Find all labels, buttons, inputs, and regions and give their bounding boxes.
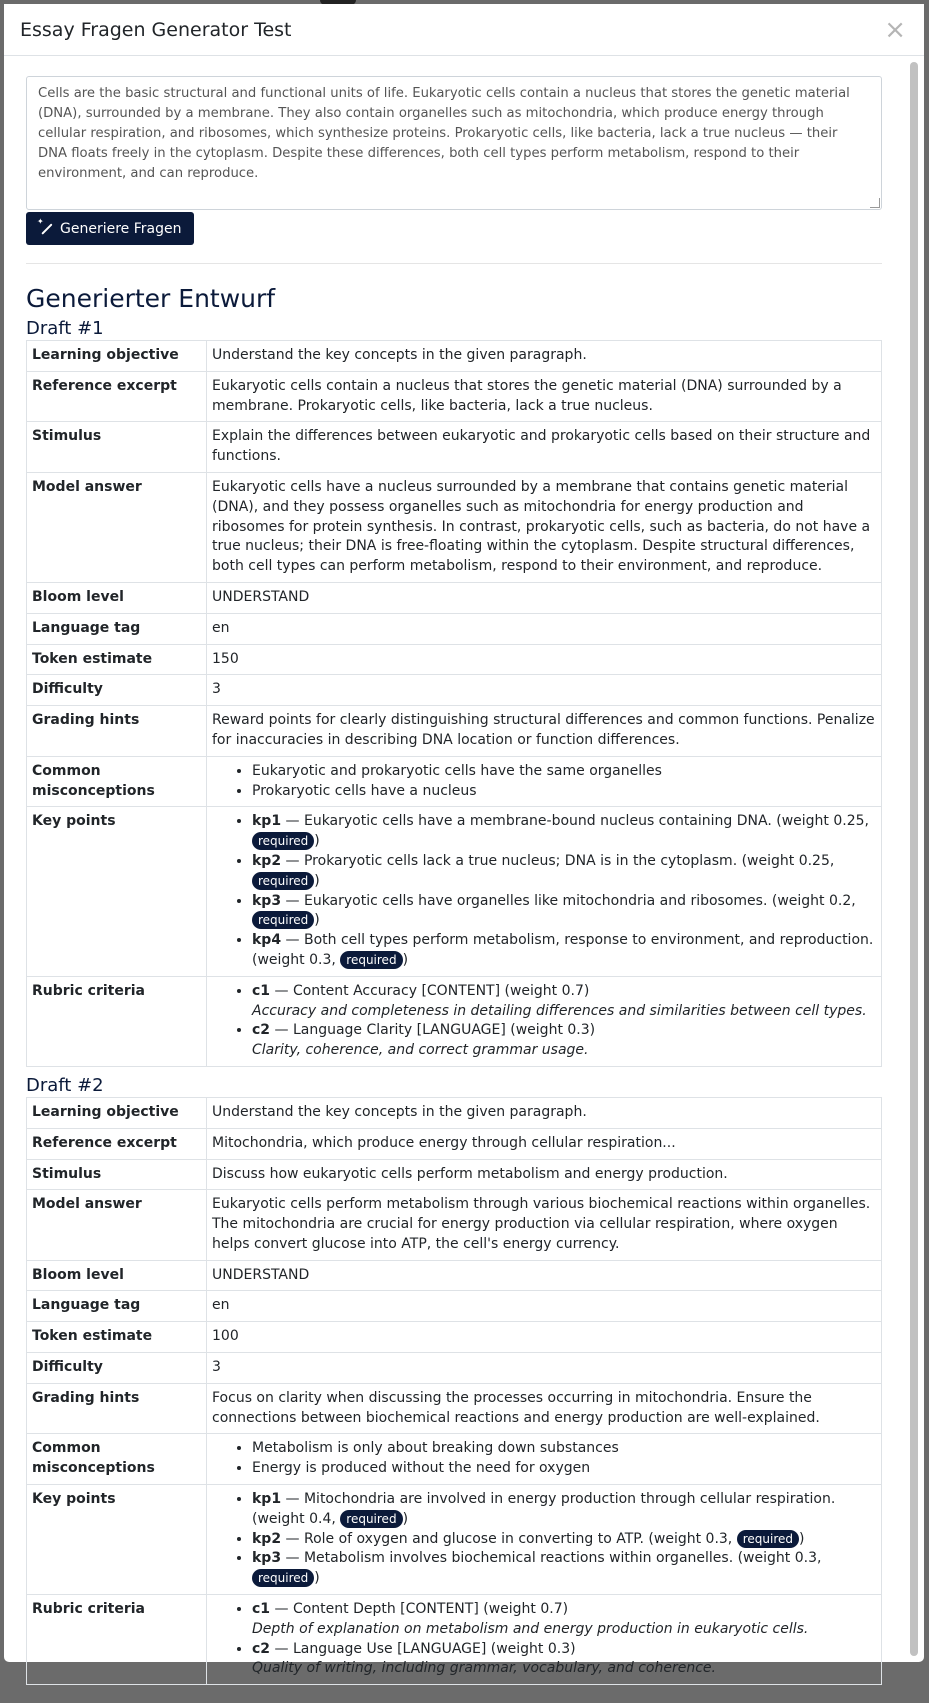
field-value bbox=[207, 976, 882, 1066]
table-row bbox=[27, 582, 882, 613]
field-label: Common misconceptions bbox=[27, 1434, 207, 1485]
list-item: • Energy is produced without the need for oxygen bbox=[252, 1459, 876, 1479]
misconceptions-list bbox=[212, 762, 876, 802]
field-label: Token estimate bbox=[27, 644, 207, 675]
modal-body bbox=[4, 56, 924, 1703]
field-value: UNDERSTAND bbox=[207, 582, 882, 613]
key-point-text: — Metabolism involves biochemical reactions within organelles. (weight 0.3, bbox=[281, 1550, 822, 1567]
table-row bbox=[27, 756, 882, 807]
field-value: Eukaryotic cells have a nucleus surrounded by a membrane that contains genetic material (DNA), and they possess organelles such as mitochondria for energy production and ribosomes for protein synthesis. In contrast, prokaryotic cells, such as bacteria, do not have a true nucleus; their DNA is free-floating within the cytoplasm. Despite structural differences, both cell types can perform metabolism, respond to their environment, and reproduce. bbox=[207, 472, 882, 582]
field-value: Explain the differences between eukaryotic and prokaryotic cells based on their structure and functions. bbox=[207, 422, 882, 473]
rubric-text: — Language Use [LANGUAGE] (weight 0.3) bbox=[270, 1640, 576, 1657]
field-value: en bbox=[207, 613, 882, 644]
key-point-id: kp4 bbox=[252, 932, 282, 949]
field-value: UNDERSTAND bbox=[207, 1260, 882, 1291]
list-item bbox=[252, 852, 876, 892]
field-value bbox=[207, 807, 882, 976]
key-point-id: kp1 bbox=[252, 813, 282, 830]
rubric-id: c1 bbox=[252, 982, 271, 999]
list-item: • Metabolism is only about breaking down substances bbox=[252, 1439, 876, 1459]
rubric-id: c2 bbox=[252, 1022, 271, 1039]
key-point-close: ) bbox=[314, 1570, 320, 1587]
key-point-close: ) bbox=[799, 1530, 805, 1547]
misconceptions-list bbox=[212, 1439, 876, 1479]
key-point-text: — Both cell types perform metabolism, response to environment, and reproduction. (weight 0.3, bbox=[252, 932, 874, 968]
key-point-text: — Eukaryotic cells have organelles like mitochondria and ribosomes. (weight 0.2, bbox=[281, 892, 856, 909]
resize-handle-icon[interactable] bbox=[870, 198, 880, 208]
field-label: Grading hints bbox=[27, 1383, 207, 1434]
key-point-text: — Prokaryotic cells lack a true nucleus; DNA is in the cytoplasm. (weight 0.25, bbox=[281, 852, 835, 869]
field-value: Eukaryotic cells perform metabolism through various biochemical reactions within organelles. The mitochondria are crucial for energy production via cellular respiration, where oxygen helps convert glucose into ATP, the cell's energy currency. bbox=[207, 1190, 882, 1260]
rubric-description: Quality of writing, including grammar, vocabulary, and coherence. bbox=[252, 1660, 716, 1677]
field-value: Reward points for clearly distinguishing structural differences and common functions. Penalize for inaccuracies in describing DNA location or function differences. bbox=[207, 706, 882, 757]
rubric-id: c1 bbox=[252, 1601, 271, 1618]
scrollbar-thumb[interactable] bbox=[910, 62, 918, 1656]
table-row bbox=[27, 341, 882, 372]
field-label: Token estimate bbox=[27, 1322, 207, 1353]
table-row bbox=[27, 1322, 882, 1353]
key-point-text: — Eukaryotic cells have a membrane-bound nucleus containing DNA. (weight 0.25, bbox=[281, 813, 869, 830]
table-row bbox=[27, 706, 882, 757]
table-row bbox=[27, 1128, 882, 1159]
source-text-input[interactable]: Cells are the basic structural and functional units of life. Eukaryotic cells contain a nucleus that stores the genetic material (DNA), surrounded by a membrane. They also contain organelles such as mitochondria, which produce energy through cellular respiration, and ribosomes, which synthesize proteins. Prokaryotic cells, like bacteria, lack a true nucleus — their DNA floats freely in the cytoplasm. Despite these differences, both cell types perform metabolism, respond to their environment, and can reproduce. bbox=[26, 76, 882, 210]
key-point-close: ) bbox=[314, 872, 320, 889]
list-item bbox=[252, 982, 876, 1022]
rubric-description: Accuracy and completeness in detailing differences and similarities between cell types. bbox=[252, 1002, 867, 1019]
field-value bbox=[207, 1485, 882, 1595]
field-value: Understand the key concepts in the given paragraph. bbox=[207, 341, 882, 372]
required-badge: required bbox=[252, 911, 314, 929]
key-point-text: — Mitochondria are involved in energy production through cellular respiration. (weight 0.4, bbox=[252, 1491, 836, 1527]
field-label: Rubric criteria bbox=[27, 1595, 207, 1685]
table-row bbox=[27, 422, 882, 473]
table-row bbox=[27, 472, 882, 582]
field-label: Stimulus bbox=[27, 422, 207, 473]
field-label: Key points bbox=[27, 807, 207, 976]
key-point-close: ) bbox=[314, 833, 320, 850]
table-row bbox=[27, 1190, 882, 1260]
table-row bbox=[27, 1260, 882, 1291]
rubric-description: Depth of explanation on metabolism and energy production in eukaryotic cells. bbox=[252, 1620, 809, 1637]
essay-generator-modal bbox=[4, 4, 924, 1677]
required-badge: required bbox=[340, 951, 402, 969]
field-label: Bloom level bbox=[27, 1260, 207, 1291]
required-badge: required bbox=[340, 1510, 402, 1528]
field-label: Difficulty bbox=[27, 675, 207, 706]
table-row bbox=[27, 371, 882, 422]
rubric-description: Clarity, coherence, and correct grammar usage. bbox=[252, 1042, 589, 1059]
table-row bbox=[27, 1159, 882, 1190]
list-item bbox=[252, 1490, 876, 1530]
field-label: Learning objective bbox=[27, 1097, 207, 1128]
field-label: Rubric criteria bbox=[27, 976, 207, 1066]
list-item: • Prokaryotic cells have a nucleus bbox=[252, 782, 876, 802]
field-label: Language tag bbox=[27, 613, 207, 644]
list-item bbox=[252, 892, 876, 932]
field-value: Eukaryotic cells contain a nucleus that stores the genetic material (DNA) surrounded by a membrane. Prokaryotic cells, like bacteria, lack a true nucleus. bbox=[207, 371, 882, 422]
field-value: Mitochondria, which produce energy through cellular respiration... bbox=[207, 1128, 882, 1159]
draft-table bbox=[26, 340, 882, 1067]
rubric-text: — Content Accuracy [CONTENT] (weight 0.7) bbox=[270, 982, 590, 999]
key-point-text: — Role of oxygen and glucose in converting to ATP. (weight 0.3, bbox=[281, 1530, 737, 1547]
table-row bbox=[27, 1595, 882, 1685]
required-badge: required bbox=[252, 872, 314, 890]
draft-title: Draft #2 bbox=[26, 1074, 104, 1096]
list-item: • Eukaryotic and prokaryotic cells have the same organelles bbox=[252, 762, 876, 782]
draft-table bbox=[26, 1097, 882, 1685]
table-row bbox=[27, 807, 882, 976]
required-badge: required bbox=[252, 832, 314, 850]
key-point-id: kp3 bbox=[252, 1550, 282, 1567]
scrollbar[interactable] bbox=[908, 60, 920, 1658]
field-label: Stimulus bbox=[27, 1159, 207, 1190]
list-item bbox=[252, 1530, 876, 1550]
list-item bbox=[252, 812, 876, 852]
field-label: Common misconceptions bbox=[27, 756, 207, 807]
list-item bbox=[252, 1549, 876, 1589]
field-value: Understand the key concepts in the given paragraph. bbox=[207, 1097, 882, 1128]
draft-title: Draft #1 bbox=[26, 318, 104, 339]
required-badge: required bbox=[252, 1569, 314, 1587]
field-label: Difficulty bbox=[27, 1353, 207, 1384]
field-label: Model answer bbox=[27, 1190, 207, 1260]
table-row bbox=[27, 613, 882, 644]
key-point-close: ) bbox=[402, 1510, 409, 1527]
key-point-close: ) bbox=[402, 951, 409, 968]
field-value bbox=[207, 1595, 882, 1685]
rubric-text: — Language Clarity [LANGUAGE] (weight 0.3) bbox=[270, 1022, 596, 1039]
key-point-id: kp1 bbox=[252, 1491, 282, 1508]
key-point-close: ) bbox=[314, 912, 320, 929]
field-value bbox=[207, 756, 882, 807]
table-row bbox=[27, 1291, 882, 1322]
key-point-id: kp2 bbox=[252, 852, 282, 869]
table-row bbox=[27, 644, 882, 675]
table-row bbox=[27, 675, 882, 706]
field-value: Discuss how eukaryotic cells perform metabolism and energy production. bbox=[207, 1159, 882, 1190]
key-points-list bbox=[212, 812, 876, 970]
generate-questions-button[interactable] bbox=[26, 212, 194, 245]
field-value bbox=[207, 1434, 882, 1485]
field-label: Language tag bbox=[27, 1291, 207, 1322]
rubric-id: c2 bbox=[252, 1640, 271, 1657]
field-label: Grading hints bbox=[27, 706, 207, 757]
divider bbox=[26, 263, 882, 264]
rubric-list bbox=[212, 1600, 876, 1679]
table-row bbox=[27, 1485, 882, 1595]
field-value: 3 bbox=[207, 675, 882, 706]
key-point-id: kp2 bbox=[252, 1530, 282, 1547]
table-row bbox=[27, 976, 882, 1066]
field-value: 3 bbox=[207, 1353, 882, 1384]
close-icon[interactable]: × bbox=[884, 14, 906, 45]
list-item bbox=[252, 1640, 876, 1680]
magic-wand-icon bbox=[39, 222, 53, 236]
list-item bbox=[252, 1600, 876, 1640]
list-item bbox=[252, 931, 876, 971]
field-label: Bloom level bbox=[27, 582, 207, 613]
field-value: Focus on clarity when discussing the processes occurring in mitochondria. Ensure the connections between biochemical reactions and energy production are well-explained. bbox=[207, 1383, 882, 1434]
table-row bbox=[27, 1383, 882, 1434]
table-row bbox=[27, 1353, 882, 1384]
field-label: Key points bbox=[27, 1485, 207, 1595]
table-row bbox=[27, 1097, 882, 1128]
field-value: 150 bbox=[207, 644, 882, 675]
required-badge: required bbox=[737, 1530, 799, 1548]
key-points-list bbox=[212, 1490, 876, 1589]
rubric-list bbox=[212, 982, 876, 1061]
field-label: Reference excerpt bbox=[27, 371, 207, 422]
prompt-wrapper bbox=[26, 76, 882, 210]
field-label: Model answer bbox=[27, 472, 207, 582]
field-value: en bbox=[207, 1291, 882, 1322]
field-label: Learning objective bbox=[27, 341, 207, 372]
modal-title: Essay Fragen Generator Test bbox=[20, 18, 292, 41]
drafts-container bbox=[26, 318, 882, 1685]
table-row bbox=[27, 1434, 882, 1485]
list-item bbox=[252, 1021, 876, 1061]
modal-header bbox=[4, 4, 924, 56]
rubric-text: — Content Depth [CONTENT] (weight 0.7) bbox=[270, 1601, 569, 1618]
field-value: 100 bbox=[207, 1322, 882, 1353]
generate-questions-label: Generiere Fragen bbox=[60, 220, 182, 237]
field-label: Reference excerpt bbox=[27, 1128, 207, 1159]
section-title: Generierter Entwurf bbox=[26, 284, 276, 313]
key-point-id: kp3 bbox=[252, 892, 282, 909]
